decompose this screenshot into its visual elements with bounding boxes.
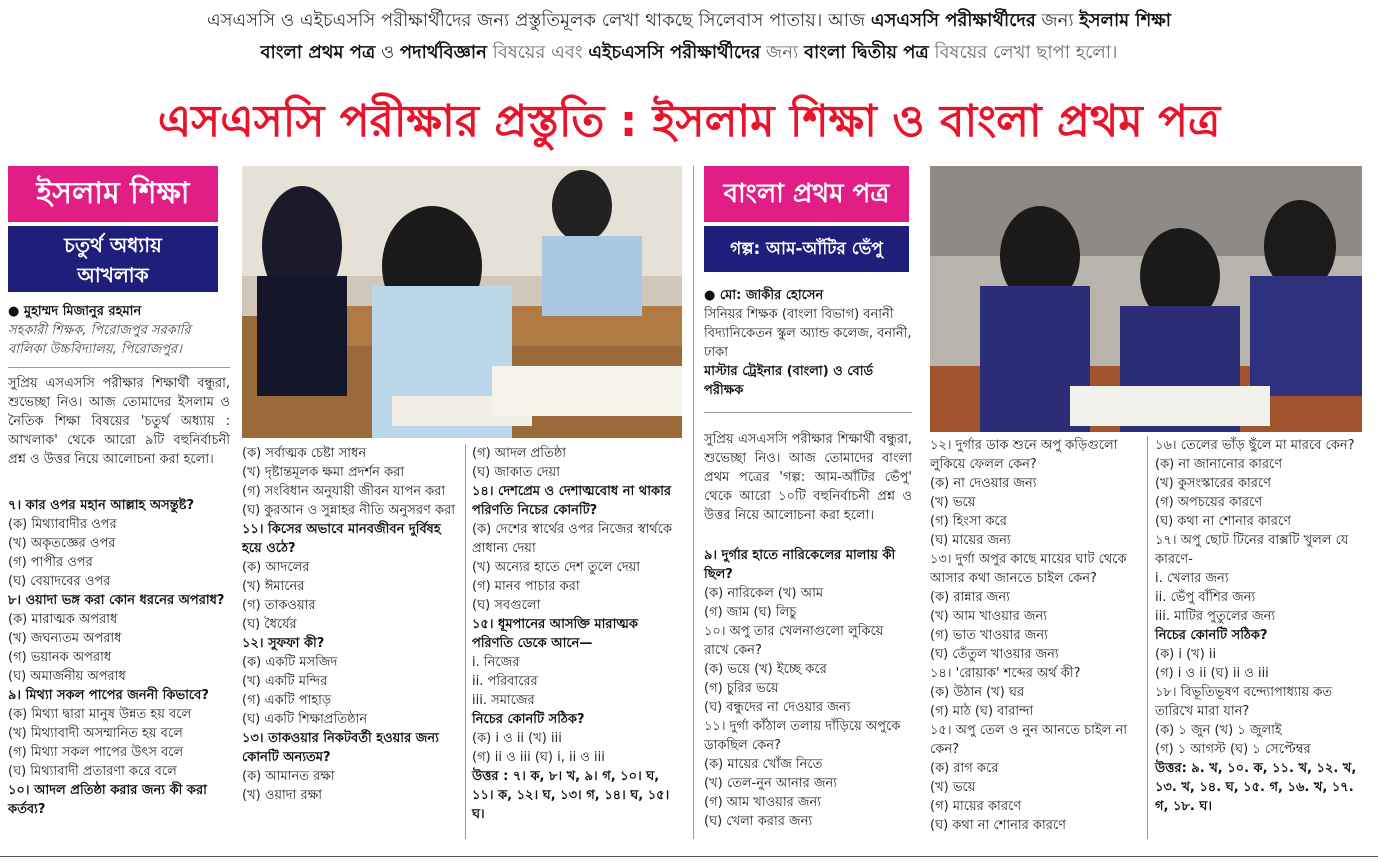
answer-option: (ক) মারাত্মক অপরাধ: [8, 612, 118, 627]
chapter-title: চতুর্থ অধ্যায়: [64, 233, 162, 257]
answer-option: (গ) ভয়ানক অপরাধ: [8, 650, 112, 665]
answer-option: (গ) হিংসা করে: [930, 514, 1007, 529]
answer-option: (খ) মিথ্যাবাদী অসম্মানিত হয় বলে: [8, 726, 183, 741]
intro-bold: এইচএসসি পরীক্ষার্থীদের: [588, 42, 761, 63]
question-text: ১৫। ধূমপানের আসক্তি মারাত্মক পরিণতি ডেকে আনে—: [472, 617, 638, 651]
answer-option: (ক) একটি মসজিদ: [242, 655, 338, 670]
answer-option: (গ) একটি পাহাড়: [242, 693, 332, 708]
question-text: ১০। আদল প্রতিষ্ঠা করার জন্য কী করা কর্তব্য?: [8, 783, 207, 817]
intro-text: ও: [375, 42, 400, 63]
answer-option: (ঘ) বন্ধুদের না দেওয়ার জন্য: [704, 700, 851, 715]
answer-option: (ক) রাগ করে: [930, 761, 999, 776]
question-text: ১১। কিসের অভাবে মানবজীবন দুর্বিষহ হয়ে ওঠে?: [242, 522, 441, 556]
exam-photo-2: [930, 166, 1362, 432]
answer-option: (ক) মায়ের খোঁজ নিতে: [704, 757, 823, 772]
question-text: উত্তর : ৭। ক, ৮। খ, ৯। গ, ১০। ঘ, ১১। ক, ১২। ঘ, ১৩। গ, ১৪। ঘ, ১৫। ঘ।: [472, 769, 670, 822]
answer-option: (গ) চুরির ভয়ে: [704, 681, 779, 696]
question-text: ১২। সুফফা কী?: [242, 636, 325, 651]
divider: [465, 444, 466, 839]
bangla-story-box: গল্প: আম-আঁটির ভেঁপু: [704, 226, 909, 272]
divider: [8, 367, 230, 368]
islam-intro: সুপ্রিয় এসএসসি পরীক্ষার শিক্ষার্থী বন্ধুরা, শুভেচ্ছা নিও। আজ তোমাদের ইসলাম ও নৈতিক শিক্ষা বিষয়ের 'চতুর্থ অধ্যায় : আখলাক' থেকে আরো ৯টি বহুনির্বাচনী প্রশ্ন ও উত্তর নিয়ে আলোচনা করা হলো।: [8, 376, 230, 467]
intro-text: জন্য: [760, 42, 804, 63]
answer-option: (গ) ১ আগস্ট (ঘ) ১ সেপ্টেম্বর: [1155, 742, 1311, 757]
answer-option: (খ) জঘন্যতম অপরাধ: [8, 631, 122, 646]
bangla-tag: বাংলা প্রথম পত্র: [704, 166, 909, 222]
answer-option: (ক) মিথ্যা দ্বারা মানুষ উন্নত হয় বলে: [8, 707, 192, 722]
answer-option: (খ) ওয়াদা রক্ষা: [242, 788, 322, 803]
bangla-questions-col1: [704, 546, 912, 831]
intro-bold: পদার্থবিজ্ঞান: [399, 42, 487, 63]
answer-option: (ঘ) জাকাত দেয়া: [472, 465, 560, 480]
intro-line-1: [0, 6, 1378, 36]
author-desc: সিনিয়র শিক্ষক (বাংলা বিভাগ) বনানী বিদ্যানিকেতন স্কুল অ্যান্ড কলেজ, বনানী, ঢাকা: [704, 307, 912, 360]
author-name: ● মো: জাকীর হোসেন: [704, 286, 912, 305]
answer-option: (খ) দৃষ্টান্তমূলক ক্ষমা প্রদর্শন করা: [242, 465, 405, 480]
intro-text: জন্য: [1035, 10, 1080, 31]
answer-option: (ঘ) কুরআন ও সুন্নাহর নীতি অনুসরণ করা: [242, 503, 456, 518]
answer-option: (ক) নারিকেল (খ) আম: [704, 586, 824, 601]
answer-option: (ঘ) সবগুলো: [472, 598, 541, 613]
answer-option: (খ) ভয়ে: [930, 780, 976, 795]
answer-option: (ক) i ও ii (খ) iii: [472, 731, 562, 746]
answer-option: ১৭। অপু ছোট টিনের বাক্সটি খুলল যে কারণে-: [1155, 533, 1349, 567]
islam-questions-col3: [472, 444, 682, 824]
exam-photo-1-image: [242, 166, 682, 438]
divider: [1147, 436, 1148, 839]
question-text: ৮। ওয়াদা ভঙ্গ করা কোন ধরনের অপরাধ?: [8, 593, 225, 608]
answer-option: (ঘ) মায়ের জন্য: [930, 533, 1011, 548]
answer-option: (গ) ii ও iii (ঘ) i, ii ও iii: [472, 750, 605, 765]
islam-questions-col2: [242, 444, 460, 805]
answer-option: (ঘ) একটি শিক্ষাপ্রতিষ্ঠান: [242, 712, 368, 727]
answer-option: (খ) অকৃতজ্ঞের ওপর: [8, 536, 116, 551]
author-role: মাস্টার ট্রেইনার (বাংলা) ও বোর্ড পরীক্ষক: [704, 364, 874, 398]
chapter-name: আখলাক: [77, 263, 149, 287]
exam-photo-2-image: [930, 166, 1362, 432]
answer-option: (ঘ) খেলা করার জন্য: [704, 814, 813, 829]
question-text: ১৩। তাকওয়ার নিকটবর্তী হওয়ার জন্য কোনটি অন্যতম?: [242, 731, 439, 765]
intro-line-2: [0, 38, 1378, 68]
intro-bold: এসএসসি পরীক্ষার্থীদের: [870, 10, 1036, 31]
answer-option: (ঘ) অমার্জনীয় অপরাধ: [8, 669, 126, 684]
answer-option: (গ) তাকওয়ার: [242, 598, 316, 613]
answer-option: (খ) তেল-নুন আনার জন্য: [704, 776, 838, 791]
islam-tag: ইসলাম শিক্ষা: [8, 166, 218, 222]
intro-text: বিষয়ের এবং: [486, 42, 589, 63]
answer-option: ১৮। বিভূতিভূষণ বন্দ্যোপাধ্যায় কত তারিখে মারা যান?: [1155, 685, 1333, 719]
intro-bold: বাংলা প্রথম পত্র: [260, 42, 376, 63]
answer-option: ১৩। দুর্গা অপুর কাছে মায়ের ঘাট থেকে আসার কথা জানতে চাইল কেন?: [930, 552, 1127, 586]
answer-option: (গ) সংবিধান অনুযায়ী জীবন যাপন করা: [242, 484, 446, 499]
answer-option: (ক) সর্বাত্মক চেষ্টা সাধন: [242, 446, 367, 461]
question-text: ৯। দুর্গার হাতে নারিকেলের মালায় কী ছিল?: [704, 548, 896, 582]
answer-option: (গ) মাঠ (ঘ) বারান্দা: [930, 704, 1034, 719]
answer-option: (ক) আমানত রক্ষা: [242, 769, 335, 784]
author-desc: সহকারী শিক্ষক, পিরোজপুর সরকারি বালিকা উচ্চবিদ্যালয়, পিরোজপুর।: [8, 323, 191, 357]
answer-option: (গ) ভাত খাওয়ার জন্য: [930, 628, 1048, 643]
answer-option: (গ) মানব পাচার করা: [472, 579, 580, 594]
bangla-byline: [704, 286, 912, 400]
author-name: ● মুহাম্মদ মিজানুর রহমান: [8, 302, 230, 321]
answer-option: (ক) উঠান (খ) ঘর: [930, 685, 1025, 700]
intro-text: এসএসসি ও এইচএসসি পরীক্ষার্থীদের জন্য প্রস্তুতিমূলক লেখা থাকছে সিলেবাস পাতায়। আজ: [206, 10, 871, 31]
bangla-questions-col2: [930, 436, 1140, 835]
answer-option: (গ) মায়ের কারণে: [930, 799, 1022, 814]
question-text: নিচের কোনটি সঠিক?: [1155, 628, 1268, 643]
answer-option: ii. পরিবারের: [472, 674, 538, 689]
answer-option: ১০। অপু তার খেলনাগুলো লুকিয়ে রাখে কেন?: [704, 624, 884, 658]
divider: [704, 412, 912, 413]
islam-byline: [8, 302, 230, 359]
intro-bold: ইসলাম শিক্ষা: [1079, 10, 1172, 31]
answer-option: (গ) আদল প্রতিষ্ঠা: [472, 446, 567, 461]
answer-option: (গ) পাপীর ওপর: [8, 555, 93, 570]
answer-option: (খ) আম খাওয়ার জন্য: [930, 609, 1048, 624]
question-text: ১৪। দেশপ্রেম ও দেশাত্মবোধ না থাকার পরিণতি নিচের কোনটি?: [472, 484, 671, 518]
answer-option: ১১। দুর্গা কাঁঠাল তলায় দাঁড়িয়ে অপুকে ডাকছিল কেন?: [704, 719, 901, 753]
answer-option: (খ) অন্যের হাতে দেশ তুলে দেয়া: [472, 560, 641, 575]
islam-chapter-box: [8, 226, 218, 292]
answer-option: (ক) রান্নার জন্য: [930, 590, 1010, 605]
answer-option: (খ) একটি মন্দির: [242, 674, 328, 689]
answer-option: (ঘ) মিথ্যাবাদী প্রতারণা করে বলে: [8, 764, 177, 779]
question-text: নিচের কোনটি সঠিক?: [472, 712, 585, 727]
answer-option: (খ) ঈমানের: [242, 579, 305, 594]
answer-option: (ক) ভয়ে (খ) ইচ্ছে করে: [704, 662, 827, 677]
answer-option: ১৫। অপু তেল ও নুন আনতে চাইল না কেন?: [930, 723, 1127, 757]
answer-option: iii. সমাজের: [472, 693, 535, 708]
answer-option: (ক) না জানানোর কারণে: [1155, 457, 1283, 472]
answer-option: i. খেলার জন্য: [1155, 571, 1229, 586]
intro-text: বিষয়ের লেখা ছাপা হলো।: [928, 42, 1118, 63]
answer-option: (ক) i (খ) ii: [1155, 647, 1217, 662]
answer-option: (ক) না দেওয়ার জন্য: [930, 476, 1037, 491]
divider: [693, 166, 694, 839]
answer-option: (গ) আম খাওয়ার জন্য: [704, 795, 822, 810]
answer-option: ১৬। তেলের ভাঁড় ছুঁলে মা মারবে কেন?: [1155, 438, 1355, 453]
answer-option: (ক) আদলের: [242, 560, 310, 575]
question-text: ৭। কার ওপর মহান আল্লাহ অসন্তুষ্ট?: [8, 498, 195, 513]
answer-option: (ক) মিথ্যাবাদীর ওপর: [8, 517, 117, 532]
answer-option: (খ) ভয়ে: [930, 495, 976, 510]
answer-option: (ঘ) ধৈর্যের: [242, 617, 297, 632]
answer-option: (খ) কুসংস্কারের কারণে: [1155, 476, 1271, 491]
bangla-questions-col3: [1155, 436, 1363, 816]
answer-option: (গ) জাম (ঘ) লিচু: [704, 605, 797, 620]
bangla-intro: সুপ্রিয় এসএসসি পরীক্ষার শিক্ষার্থী বন্ধুরা, শুভেচ্ছা নিও। আজ তোমাদের বাংলা প্রথম পত্রের 'গল্প: আম-আঁটির ভেঁপু' থেকে আরো ১০টি বহুনির্বাচনী প্রশ্ন ও উত্তর নিয়ে আলোচনা করা হলো।: [704, 432, 912, 523]
answer-option: (ঘ) তেঁতুল খাওয়ার জন্য: [930, 647, 1059, 662]
answer-option: ১৪। 'রোয়াক' শব্দের অর্থ কী?: [930, 666, 1081, 681]
intro-bold: বাংলা দ্বিতীয় পত্র: [803, 42, 929, 63]
answer-option: (গ) i ও ii (ঘ) ii ও iii: [1155, 666, 1269, 681]
question-text: ৯। মিথ্যা সকল পাপের জননী কিভাবে?: [8, 688, 209, 703]
answer-option: (ক) ১ জুন (খ) ১ জুলাই: [1155, 723, 1282, 738]
answer-option: (গ) অপচয়ের কারণে: [1155, 495, 1263, 510]
islam-questions-col1: [8, 496, 230, 819]
answer-option: (গ) মিথ্যা সকল পাপের উৎস বলে: [8, 745, 184, 760]
bottom-rule: [0, 856, 1378, 857]
answer-option: (ঘ) বেয়াদবের ওপর: [8, 574, 111, 589]
answer-option: iii. মাটির পুতুলের জন্য: [1155, 609, 1276, 624]
page-headline: এসএসসি পরীক্ষার প্রস্তুতি : ইসলাম শিক্ষা ও বাংলা প্রথম পত্র: [157, 96, 1221, 147]
answer-option: (ঘ) কথা না শোনার কারণে: [1155, 514, 1292, 529]
answer-option: i. নিজের: [472, 655, 520, 670]
answer-option: ii. ভেঁপু বাঁশির জন্য: [1155, 590, 1256, 605]
answer-option: (ক) দেশের স্বার্থের ওপর নিজের স্বার্থকে প্রাধান্য দেয়া: [472, 522, 672, 556]
exam-photo-1: [242, 166, 682, 438]
answer-option: ১২। দুর্গার ডাক শুনে অপু কড়িগুলো লুকিয়ে ফেলল কেন?: [930, 438, 1118, 472]
question-text: উত্তর: ৯. খ, ১০. ক, ১১. খ, ১২. খ, ১৩. খ, ১৪. ঘ, ১৫. গ, ১৬. খ, ১৭. গ, ১৮. ঘ।: [1155, 761, 1357, 814]
answer-option: (ঘ) কথা না শোনার কারণে: [930, 818, 1067, 833]
